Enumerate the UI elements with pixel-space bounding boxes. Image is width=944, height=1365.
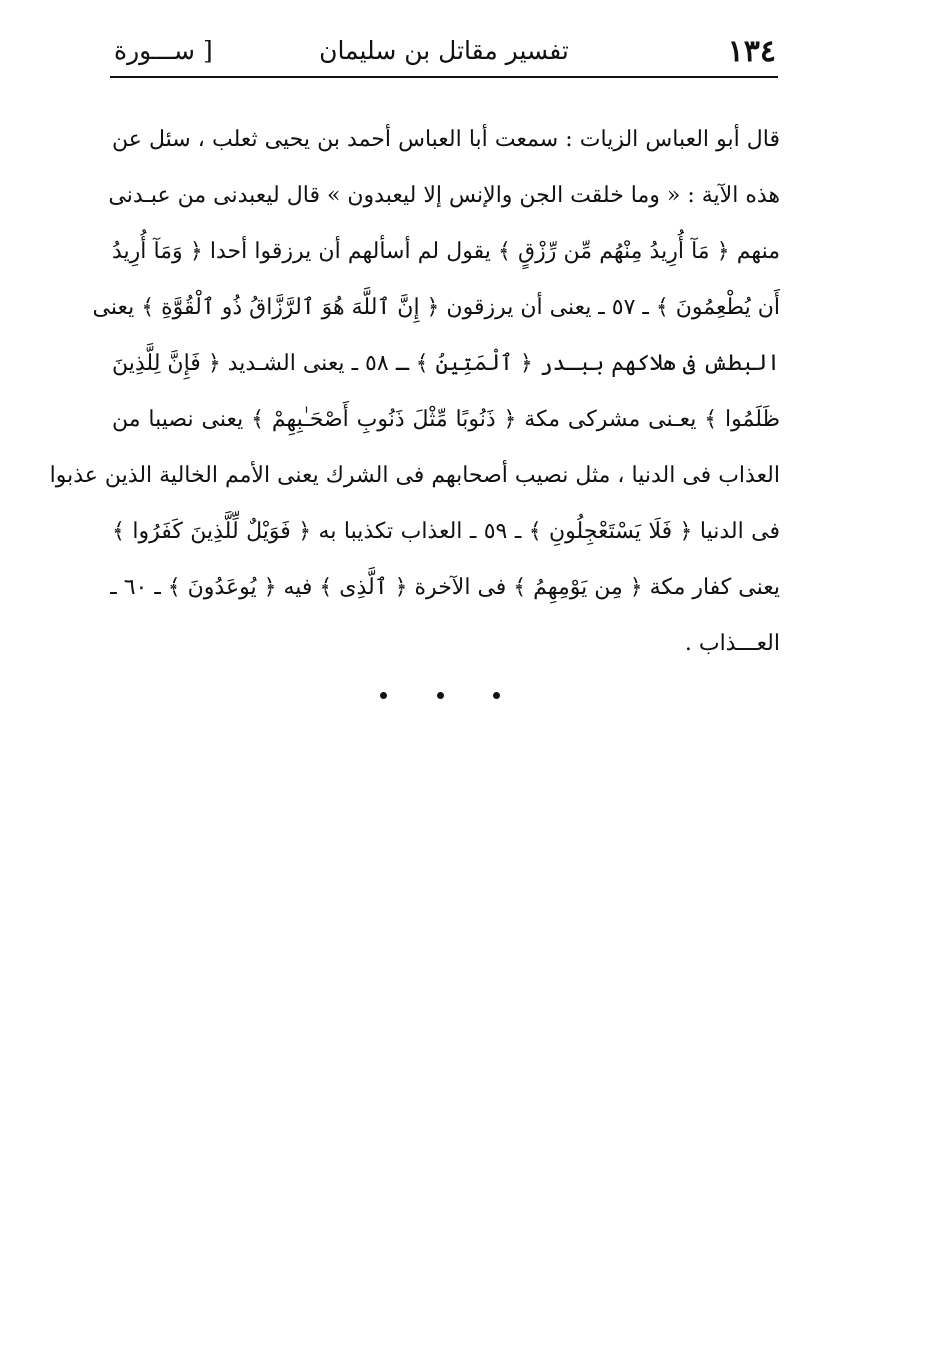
- text-line: فى الدنيا ﴿ فَلَا يَسْتَعْجِلُونِ ﴾ ـ ٥٩ ـ العذاب تكذيبا به ﴿ فَوَيْلٌ لِّلَّذِينَ كَفَرُوا ﴾: [112, 519, 781, 544]
- text-line: منهم ﴿ مَآ أُرِيدُ مِنْهُم مِّن رِّزْقٍ ﴾ يقول لم أسألهم أن يرزقوا أحدا ﴿ وَمَآ أُرِيدُ: [112, 239, 780, 264]
- running-title: تفسير مقاتل بن سليمان: [319, 36, 569, 65]
- text-line: البطش فى هلاكهم ببـدر ﴿ ٱلْمَتِينُ ﴾ ـ ٥٨ ـ يعنى الشـديد ﴿ فَإِنَّ لِلَّذِينَ: [112, 351, 780, 376]
- header-rule: [110, 76, 778, 78]
- text-line: العذاب فى الدنيا ، مثل نصيب أصحابهم فى الشرك يعنى الأمم الخالية الذين عذبوا: [49, 463, 780, 488]
- surah-label: [ ســـورة: [114, 36, 213, 65]
- text-line: العـــذاب .: [684, 631, 780, 656]
- page-number: ١٣٤: [727, 34, 776, 69]
- separator-dot: [437, 692, 444, 699]
- section-separator: [380, 680, 500, 710]
- text-line: أَن يُطْعِمُونَ ﴾ ـ ٥٧ ـ يعنى أن يرزقون ﴿ إِنَّ ٱللَّهَ هُوَ ٱلرَّزَّاقُ ذُو ٱلْقُوَّةِ ﴾ يعنى: [92, 295, 780, 320]
- separator-dot: [493, 692, 500, 699]
- text-line: هذه الآية : « وما خلقت الجن والإنس إلا ليعبدون » قال ليعبدنى من عبـدنى: [108, 183, 780, 208]
- separator-dot: [380, 692, 387, 699]
- text-line: قال أبو العباس الزيات : سمعت أبا العباس أحمد بن يحيى ثعلب ، سئل عن: [112, 127, 780, 152]
- page-header: [110, 26, 778, 78]
- text-line: ظَلَمُوا ﴾ يعـنى مشركى مكة ﴿ ذَنُوبًا مِّثْلَ ذَنُوبِ أَصْحَـٰبِهِمْ ﴾ يعنى نصيبا من: [112, 407, 780, 432]
- commentary-text: [49, 112, 781, 672]
- text-line: يعنى كفار مكة ﴿ مِن يَوْمِهِمُ ﴾ فى الآخرة ﴿ ٱلَّذِى ﴾ فيه ﴿ يُوعَدُونَ ﴾ ـ ٦٠ ـ: [110, 575, 780, 600]
